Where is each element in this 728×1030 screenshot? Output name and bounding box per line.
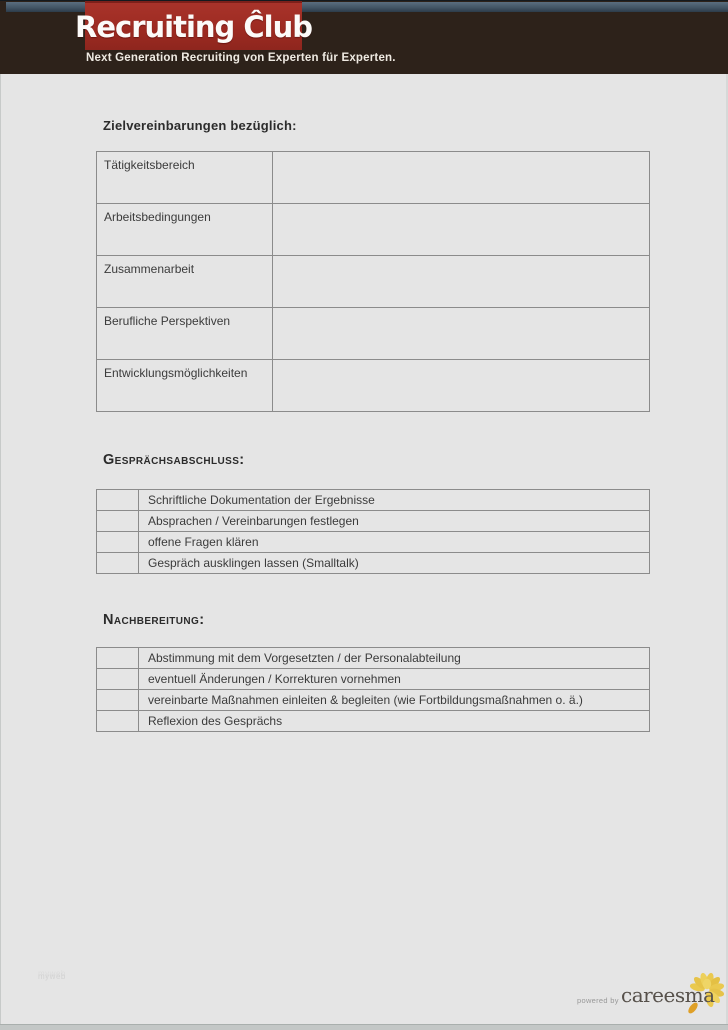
checkbox-cell[interactable] [97, 669, 139, 690]
checklist-row [97, 532, 650, 553]
checklist-row [97, 553, 650, 574]
followup-heading: Nachbereitung: [103, 612, 205, 628]
checkbox-cell[interactable] [97, 511, 139, 532]
checklist-item-label: eventuell Änderungen / Korrekturen vornehmen [139, 669, 650, 690]
checklist-row [97, 711, 650, 732]
checkbox-cell[interactable] [97, 711, 139, 732]
row-label: Tätigkeitsbereich [97, 152, 273, 204]
watermark-text: myweb [38, 972, 66, 981]
checklist-row [97, 648, 650, 669]
goals-heading: Zielvereinbarungen bezüglich: [103, 118, 297, 133]
checklist-item-label: Gespräch ausklingen lassen (Smalltalk) [139, 553, 650, 574]
checklist-row [97, 490, 650, 511]
row-label: Entwicklungsmöglichkeiten [97, 360, 273, 412]
checkbox-cell[interactable] [97, 648, 139, 669]
checklist-item-label: Reflexion des Gesprächs [139, 711, 650, 732]
checkbox-cell[interactable] [97, 490, 139, 511]
checkbox-cell[interactable] [97, 532, 139, 553]
page-bottom-edge [0, 1024, 728, 1030]
closing-heading: Gesprächsabschluss: [103, 452, 245, 468]
page-left-edge [0, 74, 1, 1030]
checkbox-cell[interactable] [97, 690, 139, 711]
table-row [97, 256, 650, 308]
row-label: Arbeitsbedingungen [97, 204, 273, 256]
table-row [97, 360, 650, 412]
checklist-item-label: Schriftliche Dokumentation der Ergebnisse [139, 490, 650, 511]
row-label: Zusammenarbeit [97, 256, 273, 308]
careesma-brand-text: careesma [621, 983, 715, 1007]
logo-text: Recruiting Ĉlub [75, 9, 313, 44]
checklist-row [97, 511, 650, 532]
header-bar [0, 0, 728, 74]
fill-in-cell[interactable] [273, 308, 650, 360]
checklist-row [97, 669, 650, 690]
header-tagline: Next Generation Recruiting von Experten für Experten. [86, 52, 396, 64]
checklist-item-label: offene Fragen klären [139, 532, 650, 553]
table-row [97, 308, 650, 360]
followup-checklist [96, 647, 650, 732]
fill-in-cell[interactable] [273, 256, 650, 308]
checklist-row [97, 690, 650, 711]
fill-in-cell[interactable] [273, 152, 650, 204]
checklist-item-label: vereinbarte Maßnahmen einleiten & begleiten (wie Fortbildungsmaßnahmen o. ä.) [139, 690, 650, 711]
table-row [97, 204, 650, 256]
goals-table [96, 151, 650, 412]
powered-by-label: powered by [577, 996, 619, 1005]
checklist-item-label: Abstimmung mit dem Vorgesetzten / der Personalabteilung [139, 648, 650, 669]
table-row [97, 152, 650, 204]
closing-checklist [96, 489, 650, 574]
checkbox-cell[interactable] [97, 553, 139, 574]
recruiting-club-logo [75, 1, 313, 50]
row-label: Berufliche Perspektiven [97, 308, 273, 360]
fill-in-cell[interactable] [273, 360, 650, 412]
fill-in-cell[interactable] [273, 204, 650, 256]
checklist-item-label: Absprachen / Vereinbarungen festlegen [139, 511, 650, 532]
